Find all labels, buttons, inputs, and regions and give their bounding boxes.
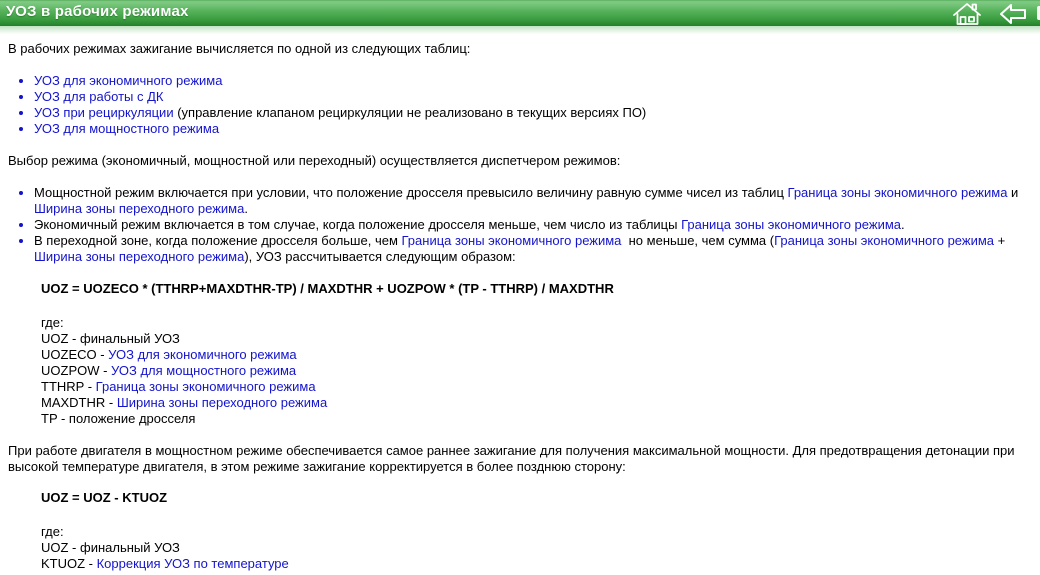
- help-content: [0, 41, 1040, 572]
- text-line: [41, 347, 1032, 363]
- list-item: [34, 233, 1032, 265]
- text-segment: TP - положение дросселя: [41, 411, 196, 426]
- text-line: [41, 540, 1032, 556]
- text-line: [41, 556, 1032, 572]
- text-line: [41, 379, 1032, 395]
- text-line: [41, 395, 1032, 411]
- title-bar: [0, 0, 1040, 26]
- text-segment: В переходной зоне, когда положение дросселя больше, чем: [34, 233, 402, 248]
- help-link[interactable]: Граница зоны экономичного режима: [787, 185, 1008, 200]
- list-item: [34, 105, 1032, 121]
- text-segment: (управление клапаном рециркуляции не реализовано в текущих версиях ПО): [173, 105, 647, 120]
- text-segment: где:: [41, 315, 64, 330]
- text-line: [34, 233, 1032, 249]
- list-item: [34, 73, 1032, 89]
- text-line: [34, 105, 1032, 121]
- text-line: [34, 249, 1032, 265]
- home-icon: [952, 2, 984, 26]
- help-link[interactable]: Граница зоны экономичного режима: [95, 379, 316, 394]
- help-link[interactable]: Ширина зоны переходного режима: [34, 249, 245, 264]
- help-link[interactable]: УОЗ при рециркуляции: [34, 105, 174, 120]
- text-line: [41, 315, 1032, 331]
- back-arrow-icon: [998, 2, 1028, 26]
- transition-formula-block: [41, 281, 1032, 427]
- power-formula-block: [41, 490, 1032, 572]
- home-button[interactable]: [952, 2, 984, 26]
- text-segment: Мощностной режим включается при условии, что положение дросселя превысило величину равную сумме чисел из таблиц: [34, 185, 788, 200]
- help-link[interactable]: Ширина зоны переходного режима: [116, 395, 328, 410]
- text-line: [41, 331, 1032, 347]
- help-link[interactable]: УОЗ для работы с ДК: [34, 89, 164, 104]
- back-button[interactable]: [998, 2, 1028, 26]
- text-segment: UOZ - финальный УОЗ: [41, 540, 180, 555]
- formula2-definitions: [41, 524, 1032, 572]
- help-link[interactable]: Ширина зоны переходного режима: [34, 201, 245, 216]
- text-segment: TTHRP -: [41, 379, 96, 394]
- text-segment: ), УОЗ рассчитывается следующим образом:: [244, 249, 516, 264]
- text-segment: и: [1007, 185, 1019, 200]
- formula-uoz-transition: UOZ = UOZECO * (TTHRP+MAXDTHR-TP) / MAXDTHR + UOZPOW * (TP - TTHRP) / MAXDTHR: [41, 281, 614, 296]
- text-segment: MAXDTHR -: [41, 395, 117, 410]
- text-segment: UOZ - финальный УОЗ: [41, 331, 180, 346]
- text-line: [34, 89, 1032, 105]
- text-segment: .: [244, 201, 248, 216]
- mode-selection-paragraph: Выбор режима (экономичный, мощностной или переходный) осуществляется диспетчером режимов:: [8, 153, 621, 168]
- help-link[interactable]: Граница зоны экономичного режима: [774, 233, 995, 248]
- text-line: [41, 363, 1032, 379]
- text-segment: .: [901, 217, 905, 232]
- tables-link-list: [8, 73, 1032, 137]
- power-mode-paragraph: [8, 443, 1032, 475]
- modes-description-list: [8, 185, 1032, 265]
- titlebar-fade: [0, 26, 1040, 34]
- help-link[interactable]: Граница зоны экономичного режима: [401, 233, 622, 248]
- help-link[interactable]: УОЗ для экономичного режима: [108, 347, 297, 362]
- text-segment: но меньше, чем сумма (: [621, 233, 775, 248]
- help-link[interactable]: УОЗ для экономичного режима: [34, 73, 223, 88]
- intro-paragraph: В рабочих режимах зажигание вычисляется по одной из следующих таблиц:: [8, 41, 471, 56]
- help-link[interactable]: УОЗ для мощностного режима: [111, 363, 297, 378]
- text-segment: UOZPOW -: [41, 363, 112, 378]
- text-line: [34, 185, 1032, 201]
- list-item: [34, 89, 1032, 105]
- text-line: [34, 201, 1032, 217]
- text-line: [8, 443, 1032, 459]
- text-segment: KTUOZ -: [41, 556, 97, 571]
- text-segment: где:: [41, 524, 64, 539]
- text-segment: Экономичный режим включается в том случае, когда положение дросселя меньше, чем число из таблицы: [34, 217, 682, 232]
- text-segment: UOZECO -: [41, 347, 109, 362]
- text-segment: высокой температуре двигателя, в этом режиме зажигание корректируется в более позднюю сторону:: [8, 459, 626, 474]
- text-line: [34, 217, 1032, 233]
- formula-uoz-power: UOZ = UOZ - KTUOZ: [41, 490, 168, 505]
- help-link[interactable]: Коррекция УОЗ по температуре: [96, 556, 289, 571]
- list-item: [34, 121, 1032, 137]
- formula1-definitions: [41, 315, 1032, 427]
- page-title: УОЗ в рабочих режимах: [6, 3, 189, 20]
- text-line: [8, 459, 1032, 475]
- text-line: [41, 411, 1032, 427]
- help-link[interactable]: УОЗ для мощностного режима: [34, 121, 220, 136]
- text-segment: +: [994, 233, 1006, 248]
- text-line: [34, 73, 1032, 89]
- list-item: [34, 217, 1032, 233]
- text-line: [34, 121, 1032, 137]
- list-item: [34, 185, 1032, 217]
- text-segment: При работе двигателя в мощностном режиме обеспечивается самое раннее зажигание для получения максимальной мощности. Для предотвращения детонации при: [8, 443, 1015, 458]
- help-link[interactable]: Граница зоны экономичного режима: [681, 217, 901, 232]
- text-line: [41, 524, 1032, 540]
